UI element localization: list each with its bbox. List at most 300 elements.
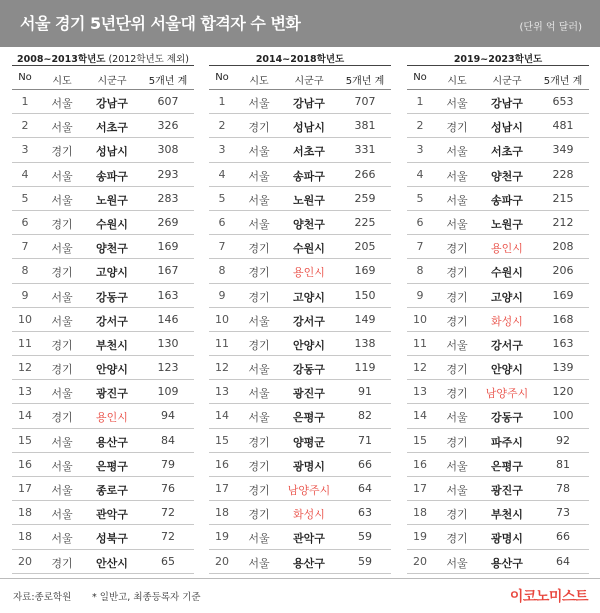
province-cell: 경기 <box>446 508 468 522</box>
col-count: 5개년 계 <box>345 76 385 87</box>
rank-cell: 18 <box>18 506 32 520</box>
rank-cell: 14 <box>215 409 229 423</box>
table-row <box>12 90 194 114</box>
rank-cell: 2 <box>21 119 29 133</box>
count-cell: 72 <box>161 530 175 544</box>
table-row <box>209 163 391 187</box>
district-cell: 용산구 <box>491 556 523 570</box>
column-header <box>209 65 391 90</box>
table-row <box>209 138 391 162</box>
table-row <box>12 501 194 525</box>
col-no: No <box>215 72 229 83</box>
table-row <box>407 90 589 114</box>
period-label: 2008~2013학년도 <box>17 54 106 65</box>
count-cell: 481 <box>552 119 574 133</box>
rank-cell: 6 <box>416 215 424 229</box>
rank-cell: 15 <box>413 433 427 447</box>
count-cell: 81 <box>556 457 570 471</box>
province-cell: 서울 <box>51 532 73 546</box>
count-cell: 349 <box>552 143 574 157</box>
province-cell: 서울 <box>248 217 270 231</box>
province-cell: 서울 <box>446 459 468 473</box>
count-cell: 109 <box>157 385 179 399</box>
rank-cell: 13 <box>413 385 427 399</box>
province-cell: 경기 <box>248 121 270 135</box>
district-cell: 양평군 <box>293 435 325 449</box>
rank-cell: 6 <box>218 215 226 229</box>
count-cell: 66 <box>556 530 570 544</box>
province-cell: 경기 <box>446 387 468 401</box>
count-cell: 63 <box>358 506 372 520</box>
province-cell: 경기 <box>248 338 270 352</box>
province-cell: 서울 <box>446 556 468 570</box>
count-cell: 91 <box>358 385 372 399</box>
count-cell: 163 <box>552 336 574 350</box>
district-cell: 수원시 <box>491 266 523 280</box>
rank-cell: 20 <box>413 554 427 568</box>
table-row <box>407 187 589 211</box>
rank-cell: 3 <box>416 143 424 157</box>
district-cell: 고양시 <box>96 266 128 280</box>
district-cell: 광명시 <box>293 459 325 473</box>
count-cell: 212 <box>552 215 574 229</box>
district-cell: 강서구 <box>96 314 128 328</box>
province-cell: 서울 <box>248 556 270 570</box>
province-cell: 경기 <box>51 363 73 377</box>
table-row <box>12 138 194 162</box>
district-cell: 용인시 <box>491 242 523 256</box>
count-cell: 169 <box>552 288 574 302</box>
count-cell: 308 <box>157 143 179 157</box>
rank-cell: 4 <box>416 167 424 181</box>
province-cell: 경기 <box>51 145 73 159</box>
ranking-tables <box>12 51 588 574</box>
table-body <box>407 90 589 574</box>
table-row <box>209 90 391 114</box>
district-cell: 고양시 <box>293 290 325 304</box>
rank-cell: 18 <box>18 530 32 544</box>
table-row <box>407 163 589 187</box>
count-cell: 149 <box>354 312 376 326</box>
count-cell: 139 <box>552 361 574 375</box>
table-row <box>12 332 194 356</box>
count-cell: 205 <box>354 240 376 254</box>
district-cell: 서초구 <box>491 145 523 159</box>
province-cell: 서울 <box>51 242 73 256</box>
province-cell: 서울 <box>51 121 73 135</box>
district-cell: 양천구 <box>293 217 325 231</box>
province-cell: 경기 <box>51 338 73 352</box>
province-cell: 서울 <box>51 459 73 473</box>
count-cell: 119 <box>354 361 376 375</box>
count-cell: 215 <box>552 191 574 205</box>
province-cell: 경기 <box>446 363 468 377</box>
district-cell: 강남구 <box>96 97 128 110</box>
rank-cell: 17 <box>413 482 427 495</box>
footnote: * 일반고, 최종등록자 기준 <box>92 592 201 603</box>
count-cell: 169 <box>354 264 376 278</box>
district-cell: 성남시 <box>293 121 325 135</box>
rank-cell: 9 <box>21 288 29 302</box>
rank-cell: 19 <box>413 530 427 544</box>
district-cell: 광진구 <box>293 387 325 401</box>
district-cell: 양천구 <box>96 242 128 256</box>
count-cell: 76 <box>161 482 175 495</box>
rank-cell: 20 <box>18 554 32 568</box>
province-cell: 서울 <box>51 97 73 110</box>
district-cell: 서초구 <box>96 121 128 135</box>
count-cell: 607 <box>157 95 179 108</box>
table-row <box>407 550 589 574</box>
rank-cell: 10 <box>18 312 32 326</box>
table-row <box>209 187 391 211</box>
unit-note: (단위 억 달러) <box>519 22 582 33</box>
table-row <box>12 380 194 404</box>
province-cell: 경기 <box>446 435 468 449</box>
count-cell: 326 <box>157 119 179 133</box>
period-heading <box>209 51 391 65</box>
count-cell: 167 <box>157 264 179 278</box>
table-row <box>209 308 391 332</box>
rank-cell: 2 <box>416 119 424 133</box>
count-cell: 64 <box>358 482 372 495</box>
district-cell: 서초구 <box>293 145 325 159</box>
district-cell: 송파구 <box>293 169 325 183</box>
col-si: 시군구 <box>492 76 522 87</box>
rank-cell: 9 <box>416 288 424 302</box>
district-cell: 부천시 <box>96 338 128 352</box>
count-cell: 283 <box>157 191 179 205</box>
table-row <box>12 429 194 453</box>
table-row <box>209 380 391 404</box>
district-cell: 안양시 <box>293 338 325 352</box>
table-row <box>209 356 391 380</box>
province-cell: 서울 <box>248 145 270 159</box>
district-cell: 양천구 <box>491 169 523 183</box>
rank-cell: 14 <box>413 409 427 423</box>
rank-cell: 16 <box>18 457 32 471</box>
count-cell: 653 <box>552 95 574 108</box>
table-row <box>407 235 589 259</box>
period-note: (2012학년도 제외) <box>105 54 189 65</box>
province-cell: 경기 <box>446 121 468 135</box>
table-row <box>209 477 391 501</box>
count-cell: 71 <box>358 433 372 447</box>
province-cell: 서울 <box>446 97 468 110</box>
table-row <box>407 356 589 380</box>
col-count: 5개년 계 <box>148 76 188 87</box>
rank-cell: 7 <box>218 240 226 254</box>
rank-cell: 4 <box>21 167 29 181</box>
province-cell: 경기 <box>446 532 468 546</box>
table-row <box>407 525 589 549</box>
count-cell: 94 <box>161 409 175 423</box>
province-cell: 서울 <box>248 387 270 401</box>
rank-cell: 16 <box>413 457 427 471</box>
table-row <box>407 332 589 356</box>
province-cell: 서울 <box>446 217 468 231</box>
district-cell: 용인시 <box>293 266 325 280</box>
district-cell: 남양주시 <box>287 484 331 497</box>
province-cell: 경기 <box>248 484 270 497</box>
district-cell: 화성시 <box>293 508 325 522</box>
count-cell: 163 <box>157 288 179 302</box>
count-cell: 206 <box>552 264 574 278</box>
rank-cell: 7 <box>21 240 29 254</box>
province-cell: 서울 <box>446 411 468 425</box>
district-cell: 송파구 <box>96 169 128 183</box>
rank-cell: 3 <box>21 143 29 157</box>
province-cell: 경기 <box>248 242 270 256</box>
rank-cell: 6 <box>21 215 29 229</box>
column-header <box>12 65 194 90</box>
table-row <box>12 525 194 549</box>
district-cell: 성북구 <box>96 532 128 546</box>
rank-cell: 17 <box>215 482 229 495</box>
rank-cell: 5 <box>21 191 29 205</box>
district-cell: 광진구 <box>491 484 523 497</box>
district-cell: 강동구 <box>96 290 128 304</box>
rank-cell: 11 <box>413 336 427 350</box>
district-cell: 강동구 <box>491 411 523 425</box>
province-cell: 서울 <box>248 363 270 377</box>
table-body <box>209 90 391 574</box>
province-cell: 서울 <box>446 484 468 497</box>
district-cell: 강남구 <box>293 97 325 110</box>
count-cell: 100 <box>552 409 574 423</box>
province-cell: 서울 <box>51 435 73 449</box>
count-cell: 293 <box>157 167 179 181</box>
rank-cell: 11 <box>215 336 229 350</box>
province-cell: 경기 <box>248 459 270 473</box>
table-row <box>209 550 391 574</box>
province-cell: 경기 <box>446 266 468 280</box>
period-table <box>407 51 589 574</box>
rank-cell: 20 <box>215 554 229 568</box>
district-cell: 고양시 <box>491 290 523 304</box>
table-row <box>12 284 194 308</box>
province-cell: 서울 <box>51 508 73 522</box>
count-cell: 225 <box>354 215 376 229</box>
count-cell: 150 <box>354 288 376 302</box>
province-cell: 서울 <box>248 411 270 425</box>
district-cell: 종로구 <box>96 484 128 497</box>
district-cell: 은평구 <box>491 459 523 473</box>
district-cell: 은평구 <box>96 459 128 473</box>
table-row <box>407 284 589 308</box>
table-row <box>12 163 194 187</box>
table-row <box>407 380 589 404</box>
col-count: 5개년 계 <box>543 76 583 87</box>
province-cell: 서울 <box>446 169 468 183</box>
table-row <box>407 138 589 162</box>
count-cell: 146 <box>157 312 179 326</box>
province-cell: 경기 <box>248 435 270 449</box>
province-cell: 경기 <box>446 314 468 328</box>
district-cell: 강서구 <box>491 338 523 352</box>
province-cell: 서울 <box>51 314 73 328</box>
table-row <box>12 477 194 501</box>
rank-cell: 16 <box>215 457 229 471</box>
count-cell: 64 <box>556 554 570 568</box>
table-row <box>12 187 194 211</box>
column-header <box>407 65 589 90</box>
count-cell: 59 <box>358 554 372 568</box>
table-row <box>407 114 589 138</box>
district-cell: 강동구 <box>293 363 325 377</box>
rank-cell: 13 <box>18 385 32 399</box>
province-cell: 서울 <box>248 97 270 110</box>
count-cell: 92 <box>556 433 570 447</box>
district-cell: 광진구 <box>96 387 128 401</box>
district-cell: 수원시 <box>96 217 128 231</box>
province-cell: 서울 <box>51 484 73 497</box>
district-cell: 송파구 <box>491 193 523 207</box>
table-row <box>12 404 194 428</box>
province-cell: 경기 <box>51 217 73 231</box>
table-row <box>407 453 589 477</box>
footer <box>0 578 600 613</box>
district-cell: 안양시 <box>96 363 128 377</box>
rank-cell: 18 <box>215 506 229 520</box>
table-body <box>12 90 194 574</box>
province-cell: 경기 <box>248 508 270 522</box>
rank-cell: 8 <box>218 264 226 278</box>
table-row <box>407 429 589 453</box>
rank-cell: 13 <box>215 385 229 399</box>
table-row <box>12 211 194 235</box>
district-cell: 은평구 <box>293 411 325 425</box>
count-cell: 59 <box>358 530 372 544</box>
table-row <box>12 356 194 380</box>
rank-cell: 15 <box>215 433 229 447</box>
table-row <box>407 404 589 428</box>
count-cell: 65 <box>161 554 175 568</box>
title-bar <box>0 0 600 47</box>
rank-cell: 7 <box>416 240 424 254</box>
province-cell: 경기 <box>51 266 73 280</box>
table-row <box>12 453 194 477</box>
source-note: 자료:종로학원 <box>13 592 72 603</box>
count-cell: 82 <box>358 409 372 423</box>
table-row <box>209 211 391 235</box>
table-row <box>407 259 589 283</box>
district-cell: 노원구 <box>96 193 128 207</box>
table-row <box>209 332 391 356</box>
district-cell: 광명시 <box>491 532 523 546</box>
rank-cell: 1 <box>416 95 424 108</box>
col-do: 시도 <box>249 76 269 87</box>
province-cell: 서울 <box>446 338 468 352</box>
rank-cell: 10 <box>413 312 427 326</box>
page-title: 서울 경기 5년단위 서울대 합격자 수 변화 <box>20 14 301 33</box>
district-cell: 강서구 <box>293 314 325 328</box>
count-cell: 381 <box>354 119 376 133</box>
count-cell: 138 <box>354 336 376 350</box>
province-cell: 경기 <box>446 290 468 304</box>
rank-cell: 12 <box>18 361 32 375</box>
table-row <box>209 525 391 549</box>
rank-cell: 8 <box>416 264 424 278</box>
rank-cell: 2 <box>218 119 226 133</box>
table-row <box>209 235 391 259</box>
table-row <box>209 404 391 428</box>
district-cell: 성남시 <box>491 121 523 135</box>
table-row <box>12 114 194 138</box>
rank-cell: 12 <box>413 361 427 375</box>
rank-cell: 4 <box>218 167 226 181</box>
province-cell: 경기 <box>51 411 73 425</box>
period-table <box>209 51 391 574</box>
count-cell: 168 <box>552 312 574 326</box>
district-cell: 안산시 <box>96 556 128 570</box>
district-cell: 화성시 <box>491 314 523 328</box>
table-row <box>407 211 589 235</box>
table-row <box>407 501 589 525</box>
district-cell: 남양주시 <box>485 387 529 401</box>
period-label: 2019~2023학년도 <box>453 54 543 65</box>
rank-cell: 17 <box>18 482 32 495</box>
count-cell: 228 <box>552 167 574 181</box>
province-cell: 서울 <box>248 314 270 328</box>
district-cell: 성남시 <box>96 145 128 159</box>
count-cell: 259 <box>354 191 376 205</box>
count-cell: 84 <box>161 433 175 447</box>
district-cell: 관악구 <box>293 532 325 546</box>
rank-cell: 10 <box>215 312 229 326</box>
district-cell: 용산구 <box>96 435 128 449</box>
count-cell: 120 <box>552 385 574 399</box>
rank-cell: 8 <box>21 264 29 278</box>
district-cell: 용인시 <box>96 411 128 425</box>
table-row <box>407 477 589 501</box>
province-cell: 서울 <box>446 145 468 159</box>
table-row <box>12 308 194 332</box>
table-row <box>209 501 391 525</box>
table-row <box>209 284 391 308</box>
col-no: No <box>413 72 427 83</box>
count-cell: 269 <box>157 215 179 229</box>
table-row <box>12 550 194 574</box>
count-cell: 123 <box>157 361 179 375</box>
table-row <box>209 429 391 453</box>
rank-cell: 1 <box>21 95 29 108</box>
province-cell: 서울 <box>51 387 73 401</box>
publisher-logo: 이코노미스트 <box>509 589 588 605</box>
rank-cell: 18 <box>413 506 427 520</box>
count-cell: 66 <box>358 457 372 471</box>
rank-cell: 5 <box>416 191 424 205</box>
col-no: No <box>18 72 32 83</box>
period-label: 2014~2018학년도 <box>255 54 345 65</box>
district-cell: 파주시 <box>491 435 523 449</box>
province-cell: 경기 <box>51 556 73 570</box>
count-cell: 208 <box>552 240 574 254</box>
count-cell: 78 <box>556 482 570 495</box>
count-cell: 266 <box>354 167 376 181</box>
district-cell: 강남구 <box>491 97 523 110</box>
province-cell: 경기 <box>446 242 468 256</box>
rank-cell: 9 <box>218 288 226 302</box>
rank-cell: 5 <box>218 191 226 205</box>
rank-cell: 11 <box>18 336 32 350</box>
province-cell: 서울 <box>51 290 73 304</box>
district-cell: 안양시 <box>491 363 523 377</box>
table-row <box>209 453 391 477</box>
count-cell: 130 <box>157 336 179 350</box>
table-row <box>12 259 194 283</box>
rank-cell: 15 <box>18 433 32 447</box>
